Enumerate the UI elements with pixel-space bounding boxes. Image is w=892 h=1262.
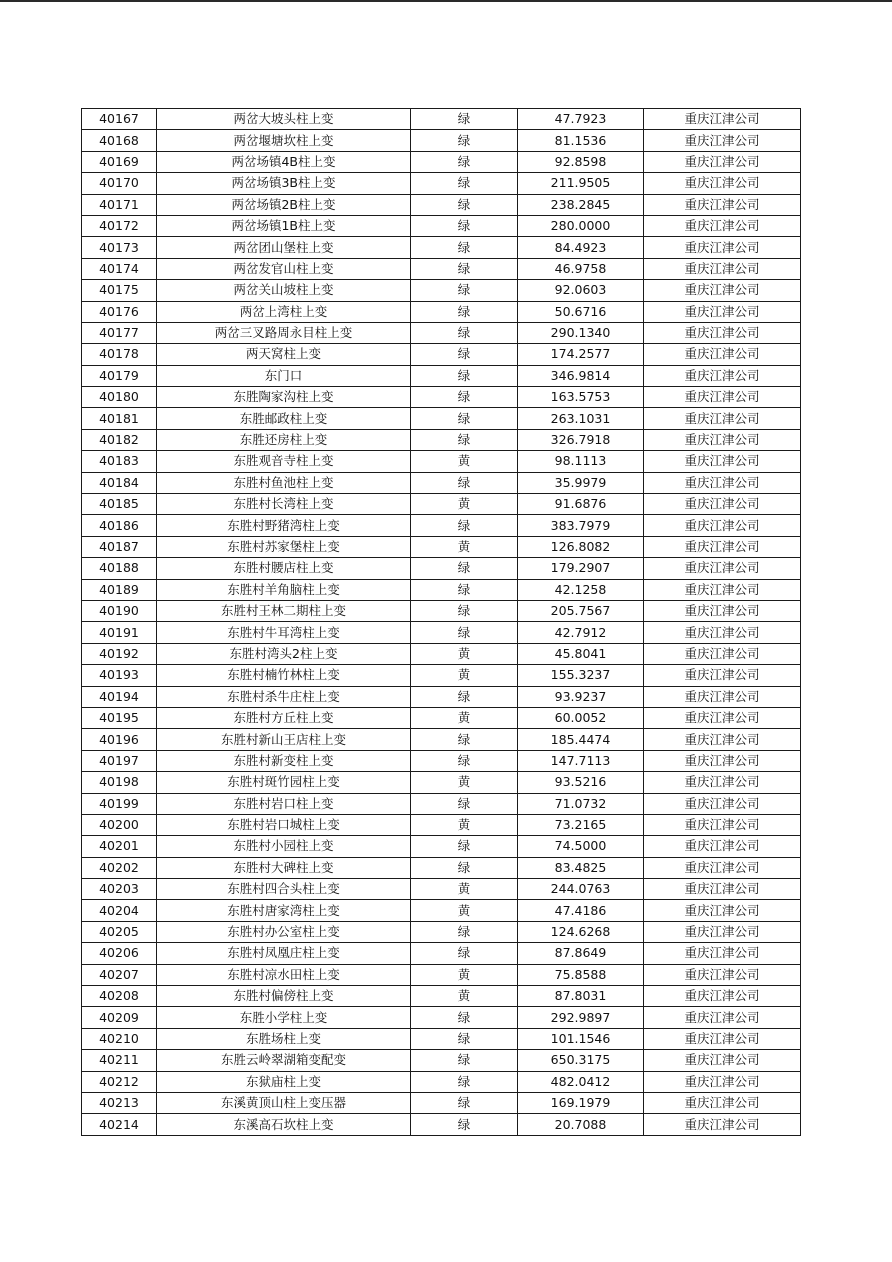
company-cell: 重庆江津公司 bbox=[644, 237, 801, 258]
value-cell: 42.1258 bbox=[518, 579, 644, 600]
transformer-name-cell: 两岔团山堡柱上变 bbox=[157, 237, 411, 258]
status-cell: 绿 bbox=[411, 793, 518, 814]
transformer-name-cell: 东胜村王林二期柱上变 bbox=[157, 600, 411, 621]
status-cell: 黄 bbox=[411, 879, 518, 900]
table-row bbox=[82, 301, 801, 322]
status-cell: 绿 bbox=[411, 579, 518, 600]
status-cell: 黄 bbox=[411, 707, 518, 728]
table-row bbox=[82, 772, 801, 793]
table-row bbox=[82, 921, 801, 942]
company-cell: 重庆江津公司 bbox=[644, 344, 801, 365]
value-cell: 71.0732 bbox=[518, 793, 644, 814]
status-cell: 绿 bbox=[411, 387, 518, 408]
transformer-name-cell: 东胜村野猪湾柱上变 bbox=[157, 515, 411, 536]
row-id-cell: 40180 bbox=[82, 387, 157, 408]
table-row bbox=[82, 451, 801, 472]
transformer-name-cell: 东狱庙柱上变 bbox=[157, 1071, 411, 1092]
row-id-cell: 40189 bbox=[82, 579, 157, 600]
table-row bbox=[82, 344, 801, 365]
company-cell: 重庆江津公司 bbox=[644, 173, 801, 194]
table-row bbox=[82, 494, 801, 515]
table-row bbox=[82, 429, 801, 450]
transformer-name-cell: 东胜村苏家堡柱上变 bbox=[157, 536, 411, 557]
transformer-name-cell: 东胜村长湾柱上变 bbox=[157, 494, 411, 515]
status-cell: 黄 bbox=[411, 451, 518, 472]
value-cell: 47.4186 bbox=[518, 900, 644, 921]
company-cell: 重庆江津公司 bbox=[644, 322, 801, 343]
row-id-cell: 40184 bbox=[82, 472, 157, 493]
row-id-cell: 40194 bbox=[82, 686, 157, 707]
transformer-name-cell: 东胜村大碑柱上变 bbox=[157, 857, 411, 878]
status-cell: 绿 bbox=[411, 600, 518, 621]
company-cell: 重庆江津公司 bbox=[644, 729, 801, 750]
status-cell: 绿 bbox=[411, 1114, 518, 1135]
transformer-table bbox=[81, 108, 801, 1136]
value-cell: 155.3237 bbox=[518, 665, 644, 686]
status-cell: 绿 bbox=[411, 1050, 518, 1071]
transformer-name-cell: 两岔堰塘坎柱上变 bbox=[157, 130, 411, 151]
row-id-cell: 40186 bbox=[82, 515, 157, 536]
transformer-name-cell: 两岔场镇2B柱上变 bbox=[157, 194, 411, 215]
status-cell: 绿 bbox=[411, 729, 518, 750]
row-id-cell: 40204 bbox=[82, 900, 157, 921]
company-cell: 重庆江津公司 bbox=[644, 1007, 801, 1028]
status-cell: 绿 bbox=[411, 750, 518, 771]
company-cell: 重庆江津公司 bbox=[644, 600, 801, 621]
table-row bbox=[82, 793, 801, 814]
value-cell: 92.0603 bbox=[518, 280, 644, 301]
value-cell: 60.0052 bbox=[518, 707, 644, 728]
transformer-name-cell: 东溪高石坎柱上变 bbox=[157, 1114, 411, 1135]
status-cell: 绿 bbox=[411, 258, 518, 279]
value-cell: 211.9505 bbox=[518, 173, 644, 194]
row-id-cell: 40179 bbox=[82, 365, 157, 386]
table-row bbox=[82, 536, 801, 557]
value-cell: 346.9814 bbox=[518, 365, 644, 386]
value-cell: 326.7918 bbox=[518, 429, 644, 450]
company-cell: 重庆江津公司 bbox=[644, 1092, 801, 1113]
status-cell: 绿 bbox=[411, 622, 518, 643]
transformer-name-cell: 东胜邮政柱上变 bbox=[157, 408, 411, 429]
company-cell: 重庆江津公司 bbox=[644, 194, 801, 215]
transformer-name-cell: 东胜村鱼池柱上变 bbox=[157, 472, 411, 493]
company-cell: 重庆江津公司 bbox=[644, 280, 801, 301]
row-id-cell: 40208 bbox=[82, 986, 157, 1007]
row-id-cell: 40185 bbox=[82, 494, 157, 515]
row-id-cell: 40213 bbox=[82, 1092, 157, 1113]
table-row bbox=[82, 173, 801, 194]
transformer-name-cell: 东胜村唐家湾柱上变 bbox=[157, 900, 411, 921]
status-cell: 绿 bbox=[411, 472, 518, 493]
status-cell: 绿 bbox=[411, 280, 518, 301]
value-cell: 163.5753 bbox=[518, 387, 644, 408]
value-cell: 91.6876 bbox=[518, 494, 644, 515]
row-id-cell: 40178 bbox=[82, 344, 157, 365]
company-cell: 重庆江津公司 bbox=[644, 772, 801, 793]
value-cell: 290.1340 bbox=[518, 322, 644, 343]
company-cell: 重庆江津公司 bbox=[644, 943, 801, 964]
value-cell: 83.4825 bbox=[518, 857, 644, 878]
row-id-cell: 40167 bbox=[82, 109, 157, 130]
company-cell: 重庆江津公司 bbox=[644, 643, 801, 664]
company-cell: 重庆江津公司 bbox=[644, 558, 801, 579]
table-row bbox=[82, 964, 801, 985]
value-cell: 174.2577 bbox=[518, 344, 644, 365]
transformer-name-cell: 东溪黄顶山柱上变压器 bbox=[157, 1092, 411, 1113]
table-row bbox=[82, 1071, 801, 1092]
table-row bbox=[82, 322, 801, 343]
transformer-name-cell: 东胜村偏傍柱上变 bbox=[157, 986, 411, 1007]
status-cell: 绿 bbox=[411, 151, 518, 172]
transformer-name-cell: 两岔上湾柱上变 bbox=[157, 301, 411, 322]
status-cell: 绿 bbox=[411, 322, 518, 343]
transformer-name-cell: 东胜村腰店柱上变 bbox=[157, 558, 411, 579]
status-cell: 黄 bbox=[411, 986, 518, 1007]
transformer-name-cell: 东胜村湾头2柱上变 bbox=[157, 643, 411, 664]
row-id-cell: 40197 bbox=[82, 750, 157, 771]
status-cell: 绿 bbox=[411, 408, 518, 429]
transformer-name-cell: 东胜云岭翠湖箱变配变 bbox=[157, 1050, 411, 1071]
transformer-name-cell: 东胜村斑竹园柱上变 bbox=[157, 772, 411, 793]
status-cell: 绿 bbox=[411, 1028, 518, 1049]
table-row bbox=[82, 387, 801, 408]
table-row bbox=[82, 515, 801, 536]
value-cell: 81.1536 bbox=[518, 130, 644, 151]
row-id-cell: 40199 bbox=[82, 793, 157, 814]
transformer-name-cell: 两岔关山坡柱上变 bbox=[157, 280, 411, 301]
status-cell: 黄 bbox=[411, 494, 518, 515]
row-id-cell: 40200 bbox=[82, 814, 157, 835]
status-cell: 绿 bbox=[411, 921, 518, 942]
company-cell: 重庆江津公司 bbox=[644, 109, 801, 130]
value-cell: 292.9897 bbox=[518, 1007, 644, 1028]
status-cell: 绿 bbox=[411, 237, 518, 258]
table-row bbox=[82, 665, 801, 686]
status-cell: 绿 bbox=[411, 429, 518, 450]
transformer-name-cell: 东胜村新山王店柱上变 bbox=[157, 729, 411, 750]
table-row bbox=[82, 472, 801, 493]
value-cell: 92.8598 bbox=[518, 151, 644, 172]
row-id-cell: 40196 bbox=[82, 729, 157, 750]
value-cell: 205.7567 bbox=[518, 600, 644, 621]
table-row bbox=[82, 1050, 801, 1071]
row-id-cell: 40207 bbox=[82, 964, 157, 985]
company-cell: 重庆江津公司 bbox=[644, 1050, 801, 1071]
company-cell: 重庆江津公司 bbox=[644, 215, 801, 236]
company-cell: 重庆江津公司 bbox=[644, 836, 801, 857]
value-cell: 93.9237 bbox=[518, 686, 644, 707]
company-cell: 重庆江津公司 bbox=[644, 900, 801, 921]
status-cell: 黄 bbox=[411, 900, 518, 921]
table-row bbox=[82, 558, 801, 579]
table-row bbox=[82, 750, 801, 771]
company-cell: 重庆江津公司 bbox=[644, 879, 801, 900]
table-row bbox=[82, 194, 801, 215]
row-id-cell: 40175 bbox=[82, 280, 157, 301]
value-cell: 87.8031 bbox=[518, 986, 644, 1007]
company-cell: 重庆江津公司 bbox=[644, 1071, 801, 1092]
status-cell: 绿 bbox=[411, 194, 518, 215]
table-row bbox=[82, 258, 801, 279]
value-cell: 47.7923 bbox=[518, 109, 644, 130]
transformer-name-cell: 东胜小学柱上变 bbox=[157, 1007, 411, 1028]
row-id-cell: 40190 bbox=[82, 600, 157, 621]
table-row bbox=[82, 130, 801, 151]
transformer-name-cell: 两天窝柱上变 bbox=[157, 344, 411, 365]
status-cell: 绿 bbox=[411, 344, 518, 365]
value-cell: 75.8588 bbox=[518, 964, 644, 985]
table-row bbox=[82, 215, 801, 236]
status-cell: 绿 bbox=[411, 109, 518, 130]
table-row bbox=[82, 986, 801, 1007]
transformer-name-cell: 东胜场柱上变 bbox=[157, 1028, 411, 1049]
status-cell: 绿 bbox=[411, 1092, 518, 1113]
company-cell: 重庆江津公司 bbox=[644, 536, 801, 557]
value-cell: 46.9758 bbox=[518, 258, 644, 279]
table-row bbox=[82, 729, 801, 750]
status-cell: 绿 bbox=[411, 558, 518, 579]
value-cell: 87.8649 bbox=[518, 943, 644, 964]
transformer-name-cell: 东胜村小园柱上变 bbox=[157, 836, 411, 857]
value-cell: 147.7113 bbox=[518, 750, 644, 771]
table-row bbox=[82, 622, 801, 643]
transformer-name-cell: 东胜村岩口城柱上变 bbox=[157, 814, 411, 835]
row-id-cell: 40177 bbox=[82, 322, 157, 343]
company-cell: 重庆江津公司 bbox=[644, 1028, 801, 1049]
company-cell: 重庆江津公司 bbox=[644, 707, 801, 728]
status-cell: 黄 bbox=[411, 772, 518, 793]
row-id-cell: 40198 bbox=[82, 772, 157, 793]
table-row bbox=[82, 1092, 801, 1113]
company-cell: 重庆江津公司 bbox=[644, 579, 801, 600]
value-cell: 482.0412 bbox=[518, 1071, 644, 1092]
row-id-cell: 40206 bbox=[82, 943, 157, 964]
row-id-cell: 40191 bbox=[82, 622, 157, 643]
row-id-cell: 40172 bbox=[82, 215, 157, 236]
company-cell: 重庆江津公司 bbox=[644, 665, 801, 686]
row-id-cell: 40170 bbox=[82, 173, 157, 194]
value-cell: 98.1113 bbox=[518, 451, 644, 472]
row-id-cell: 40214 bbox=[82, 1114, 157, 1135]
value-cell: 101.1546 bbox=[518, 1028, 644, 1049]
value-cell: 35.9979 bbox=[518, 472, 644, 493]
value-cell: 650.3175 bbox=[518, 1050, 644, 1071]
row-id-cell: 40205 bbox=[82, 921, 157, 942]
company-cell: 重庆江津公司 bbox=[644, 622, 801, 643]
status-cell: 绿 bbox=[411, 1007, 518, 1028]
row-id-cell: 40176 bbox=[82, 301, 157, 322]
company-cell: 重庆江津公司 bbox=[644, 750, 801, 771]
table-row bbox=[82, 836, 801, 857]
company-cell: 重庆江津公司 bbox=[644, 494, 801, 515]
transformer-name-cell: 东胜村羊角脑柱上变 bbox=[157, 579, 411, 600]
value-cell: 179.2907 bbox=[518, 558, 644, 579]
value-cell: 244.0763 bbox=[518, 879, 644, 900]
transformer-name-cell: 东胜村凤凰庄柱上变 bbox=[157, 943, 411, 964]
row-id-cell: 40209 bbox=[82, 1007, 157, 1028]
value-cell: 93.5216 bbox=[518, 772, 644, 793]
transformer-name-cell: 东胜村岩口柱上变 bbox=[157, 793, 411, 814]
value-cell: 263.1031 bbox=[518, 408, 644, 429]
row-id-cell: 40210 bbox=[82, 1028, 157, 1049]
company-cell: 重庆江津公司 bbox=[644, 472, 801, 493]
row-id-cell: 40188 bbox=[82, 558, 157, 579]
transformer-name-cell: 两岔场镇3B柱上变 bbox=[157, 173, 411, 194]
table-row bbox=[82, 943, 801, 964]
company-cell: 重庆江津公司 bbox=[644, 258, 801, 279]
value-cell: 50.6716 bbox=[518, 301, 644, 322]
row-id-cell: 40212 bbox=[82, 1071, 157, 1092]
company-cell: 重庆江津公司 bbox=[644, 857, 801, 878]
company-cell: 重庆江津公司 bbox=[644, 387, 801, 408]
row-id-cell: 40169 bbox=[82, 151, 157, 172]
value-cell: 20.7088 bbox=[518, 1114, 644, 1135]
table-row bbox=[82, 857, 801, 878]
company-cell: 重庆江津公司 bbox=[644, 986, 801, 1007]
company-cell: 重庆江津公司 bbox=[644, 515, 801, 536]
status-cell: 黄 bbox=[411, 536, 518, 557]
row-id-cell: 40195 bbox=[82, 707, 157, 728]
row-id-cell: 40211 bbox=[82, 1050, 157, 1071]
transformer-name-cell: 东胜村办公室柱上变 bbox=[157, 921, 411, 942]
row-id-cell: 40187 bbox=[82, 536, 157, 557]
company-cell: 重庆江津公司 bbox=[644, 151, 801, 172]
table-row bbox=[82, 1028, 801, 1049]
table-row bbox=[82, 151, 801, 172]
row-id-cell: 40168 bbox=[82, 130, 157, 151]
company-cell: 重庆江津公司 bbox=[644, 686, 801, 707]
transformer-name-cell: 两岔大坡头柱上变 bbox=[157, 109, 411, 130]
row-id-cell: 40171 bbox=[82, 194, 157, 215]
table-row bbox=[82, 686, 801, 707]
company-cell: 重庆江津公司 bbox=[644, 429, 801, 450]
value-cell: 45.8041 bbox=[518, 643, 644, 664]
table-row bbox=[82, 1114, 801, 1135]
company-cell: 重庆江津公司 bbox=[644, 130, 801, 151]
transformer-name-cell: 东胜村杀牛庄柱上变 bbox=[157, 686, 411, 707]
row-id-cell: 40193 bbox=[82, 665, 157, 686]
row-id-cell: 40181 bbox=[82, 408, 157, 429]
transformer-name-cell: 东胜村牛耳湾柱上变 bbox=[157, 622, 411, 643]
status-cell: 绿 bbox=[411, 515, 518, 536]
status-cell: 黄 bbox=[411, 665, 518, 686]
company-cell: 重庆江津公司 bbox=[644, 365, 801, 386]
table-row bbox=[82, 600, 801, 621]
table-row bbox=[82, 900, 801, 921]
value-cell: 280.0000 bbox=[518, 215, 644, 236]
status-cell: 黄 bbox=[411, 964, 518, 985]
company-cell: 重庆江津公司 bbox=[644, 408, 801, 429]
table-row bbox=[82, 814, 801, 835]
row-id-cell: 40201 bbox=[82, 836, 157, 857]
company-cell: 重庆江津公司 bbox=[644, 301, 801, 322]
table-row bbox=[82, 408, 801, 429]
status-cell: 绿 bbox=[411, 301, 518, 322]
transformer-name-cell: 东胜观音寺柱上变 bbox=[157, 451, 411, 472]
table-row bbox=[82, 280, 801, 301]
table-row bbox=[82, 707, 801, 728]
company-cell: 重庆江津公司 bbox=[644, 921, 801, 942]
company-cell: 重庆江津公司 bbox=[644, 451, 801, 472]
status-cell: 绿 bbox=[411, 836, 518, 857]
value-cell: 185.4474 bbox=[518, 729, 644, 750]
table-row bbox=[82, 579, 801, 600]
transformer-name-cell: 两岔三叉路周永目柱上变 bbox=[157, 322, 411, 343]
transformer-name-cell: 两岔场镇4B柱上变 bbox=[157, 151, 411, 172]
company-cell: 重庆江津公司 bbox=[644, 1114, 801, 1135]
row-id-cell: 40202 bbox=[82, 857, 157, 878]
row-id-cell: 40203 bbox=[82, 879, 157, 900]
company-cell: 重庆江津公司 bbox=[644, 814, 801, 835]
value-cell: 42.7912 bbox=[518, 622, 644, 643]
company-cell: 重庆江津公司 bbox=[644, 964, 801, 985]
value-cell: 84.4923 bbox=[518, 237, 644, 258]
status-cell: 绿 bbox=[411, 943, 518, 964]
company-cell: 重庆江津公司 bbox=[644, 793, 801, 814]
value-cell: 74.5000 bbox=[518, 836, 644, 857]
transformer-name-cell: 东胜还房柱上变 bbox=[157, 429, 411, 450]
table-row bbox=[82, 109, 801, 130]
row-id-cell: 40183 bbox=[82, 451, 157, 472]
row-id-cell: 40192 bbox=[82, 643, 157, 664]
transformer-name-cell: 东门口 bbox=[157, 365, 411, 386]
status-cell: 绿 bbox=[411, 857, 518, 878]
table-row bbox=[82, 879, 801, 900]
value-cell: 169.1979 bbox=[518, 1092, 644, 1113]
table-row bbox=[82, 365, 801, 386]
transformer-name-cell: 两岔发官山柱上变 bbox=[157, 258, 411, 279]
row-id-cell: 40174 bbox=[82, 258, 157, 279]
status-cell: 绿 bbox=[411, 365, 518, 386]
table-row bbox=[82, 1007, 801, 1028]
transformer-name-cell: 东胜村凉水田柱上变 bbox=[157, 964, 411, 985]
transformer-name-cell: 东胜村新变柱上变 bbox=[157, 750, 411, 771]
value-cell: 126.8082 bbox=[518, 536, 644, 557]
value-cell: 383.7979 bbox=[518, 515, 644, 536]
status-cell: 黄 bbox=[411, 814, 518, 835]
page-top-rule bbox=[0, 0, 892, 2]
status-cell: 绿 bbox=[411, 686, 518, 707]
status-cell: 绿 bbox=[411, 1071, 518, 1092]
transformer-name-cell: 东胜村四合头柱上变 bbox=[157, 879, 411, 900]
transformer-name-cell: 东胜村楠竹林柱上变 bbox=[157, 665, 411, 686]
table-row bbox=[82, 237, 801, 258]
table-body bbox=[82, 109, 801, 1136]
status-cell: 黄 bbox=[411, 643, 518, 664]
transformer-name-cell: 两岔场镇1B柱上变 bbox=[157, 215, 411, 236]
table-row bbox=[82, 643, 801, 664]
value-cell: 238.2845 bbox=[518, 194, 644, 215]
row-id-cell: 40182 bbox=[82, 429, 157, 450]
row-id-cell: 40173 bbox=[82, 237, 157, 258]
transformer-name-cell: 东胜村方丘柱上变 bbox=[157, 707, 411, 728]
status-cell: 绿 bbox=[411, 215, 518, 236]
status-cell: 绿 bbox=[411, 130, 518, 151]
value-cell: 73.2165 bbox=[518, 814, 644, 835]
value-cell: 124.6268 bbox=[518, 921, 644, 942]
status-cell: 绿 bbox=[411, 173, 518, 194]
transformer-name-cell: 东胜陶家沟柱上变 bbox=[157, 387, 411, 408]
